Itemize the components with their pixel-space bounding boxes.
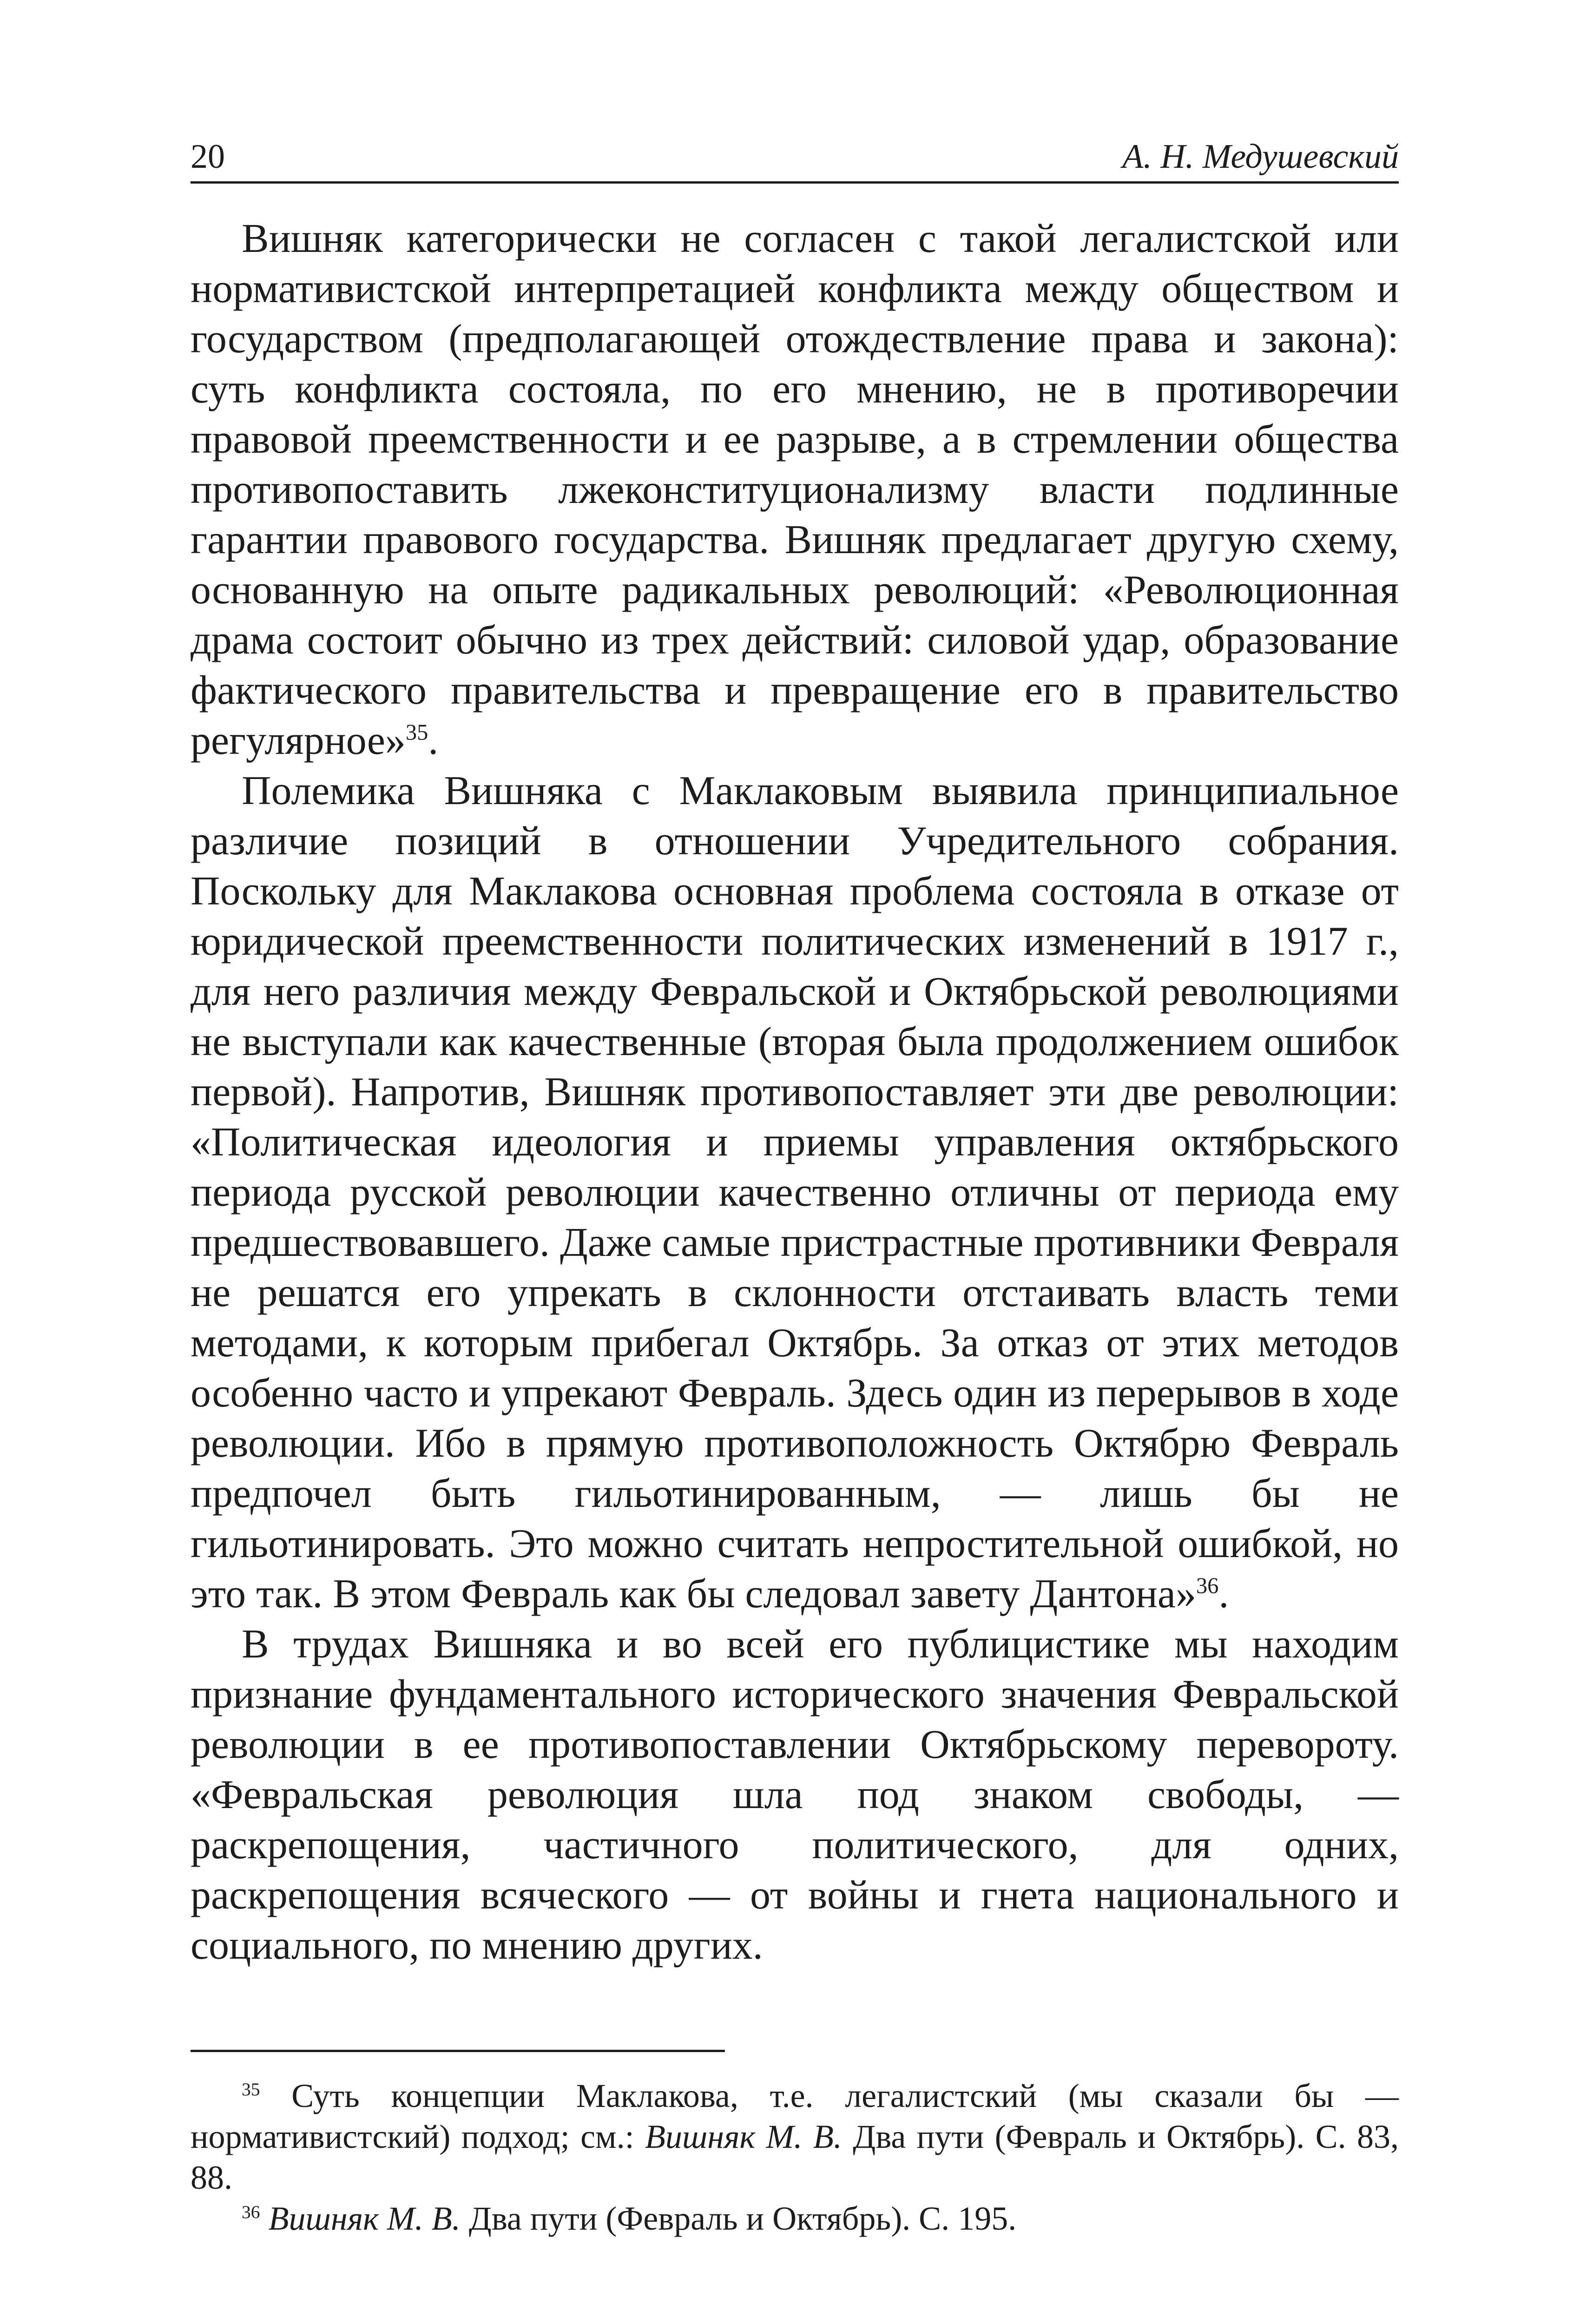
- footnote-text: Два пути (Февраль и Октябрь). С. 83, 88.: [191, 2118, 1399, 2196]
- footnote-text: Два пути (Февраль и Октябрь). С. 195.: [460, 2200, 1017, 2237]
- paragraph-text: Полемика Вишняка с Маклаковым выявила принципиальное различие позиций в отношении Учредительного собрания. Поскольку для Маклакова основная проблема состояла в отказе от юридической преемственности политических изменений в 1917 г., для него различия между Февральской и Октябрьской революциями не выступали как качественные (вторая была продолжением ошибок первой). Напротив, Вишняк противопоставляет эти две революции: «Политическая идеология и приемы управления октябрьского периода русской революции качественно отличны от периода ему предшествовавшего. Даже самые пристрастные противники Февраля не решатся его упрекать в склонности отстаивать власть теми методами, к которым прибегал Октябрь. За отказ от этих методов особенно часто и упрекают Февраль. Здесь один из перерывов в ходе революции. Ибо в прямую противоположность Октябрю Февраль предпочел быть гильотинированным, — лишь бы не гильотинировать. Это можно считать непростительной ошибкой, но это так. В этом Февраль как бы следовал завету Дантона»: [191, 768, 1399, 1617]
- footnote-author: Вишняк М. В.: [645, 2118, 842, 2155]
- running-header: [191, 130, 1399, 184]
- footnote-divider: [191, 2050, 725, 2052]
- footnote-36: [191, 2198, 1399, 2239]
- page-number: 20: [191, 138, 225, 176]
- paragraph-1: [191, 214, 1399, 766]
- footnote-author: Вишняк М. В.: [268, 2200, 461, 2237]
- paragraph-text: Вишняк категорически не согласен с такой легалистской или нормативистской интерпретацией конфликта между обществом и государством (предполагающей отождествление права и закона): суть конфликта состояла, по его мнению, не в противоречии правовой преемственности и ее разрыве, а в стремлении общества противопоставить лжеконституционализму власти подлинные гарантии правового государства. Вишняк предлагает другую схему, основанную на опыте радикальных революций: «Революционная драма состоит обычно из трех действий: силовой удар, образование фактического правительства и превращение его в правительство регулярное»: [191, 216, 1399, 763]
- footnote-number: 36: [242, 2202, 260, 2222]
- footnote-number: 35: [242, 2079, 260, 2100]
- paragraph-tail: .: [428, 718, 439, 763]
- footnote-35: [191, 2075, 1399, 2198]
- paragraph-2: [191, 766, 1399, 1619]
- book-page: [191, 130, 1399, 2239]
- paragraph-3: [191, 1619, 1399, 1971]
- paragraph-text: В трудах Вишняка и во всей его публицистике мы находим признание фундаментального исторического значения Февральской революции в ее противопоставлении Октябрьскому перевороту. «Февральская революция шла под знаком свободы, — раскрепощения, частичного политического, для одних, раскрепощения всяческого — от войны и гнета национального и социального, по мнению других.: [191, 1622, 1399, 1968]
- paragraph-tail: .: [1218, 1571, 1229, 1617]
- footnote-reference[interactable]: 35: [405, 720, 428, 745]
- footnote-text: Суть концепции Маклакова, т.е. легалистский (мы сказали бы — нормативистский) подход; см.:: [191, 2077, 1399, 2155]
- running-header-author: А. Н. Медушевский: [1122, 138, 1399, 176]
- footnotes: [191, 2075, 1399, 2239]
- body-text: [191, 214, 1399, 1971]
- footnote-reference[interactable]: 36: [1196, 1573, 1219, 1598]
